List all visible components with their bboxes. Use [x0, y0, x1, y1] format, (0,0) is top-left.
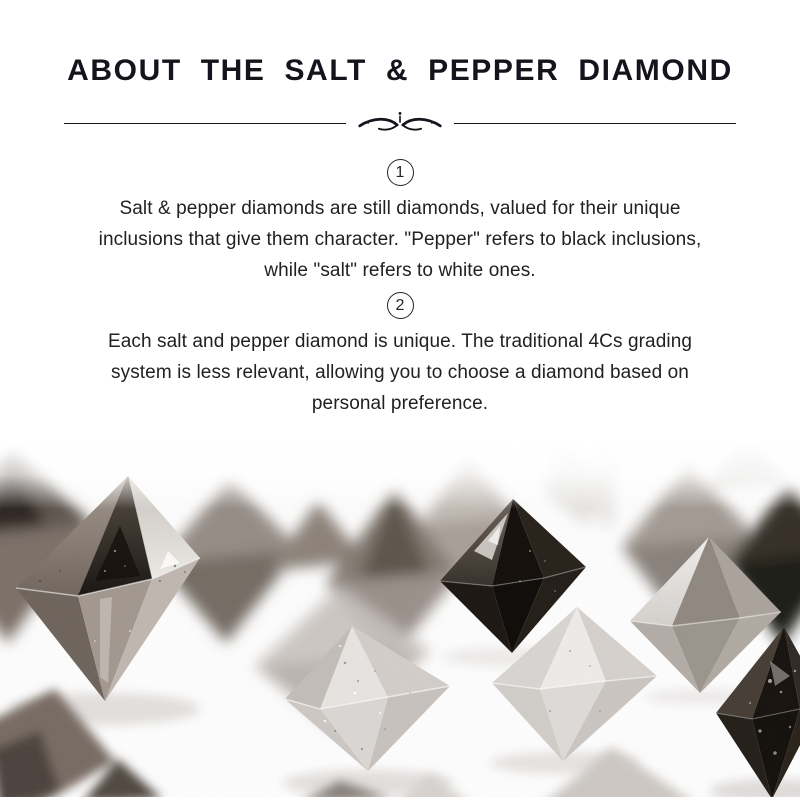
step-2-number-badge: 2	[387, 292, 414, 319]
divider	[64, 109, 736, 137]
page-title: ABOUT THE SALT & PEPPER DIAMOND	[67, 54, 733, 87]
section-1-text: Salt & pepper diamonds are still diamonds, valued for their unique inclusions that give them character. "Pepper" refers to black inclusions, while "salt" refers to white ones.	[98, 198, 702, 281]
top-fade	[0, 431, 800, 509]
diamonds-photo	[0, 431, 800, 797]
diamonds-photo-illustration	[0, 431, 800, 797]
divider-line-left	[64, 123, 346, 124]
section-2-text: Each salt and pepper diamond is unique. The traditional 4Cs grading system is less relevant, allowing you to choose a diamond based on personal preference.	[107, 331, 693, 414]
fleur-ornament-icon	[354, 109, 446, 137]
header	[0, 0, 800, 88]
section-2	[0, 286, 800, 419]
section-1	[0, 152, 800, 286]
divider-line-right	[454, 123, 736, 124]
step-1-number-badge: 1	[387, 159, 414, 186]
